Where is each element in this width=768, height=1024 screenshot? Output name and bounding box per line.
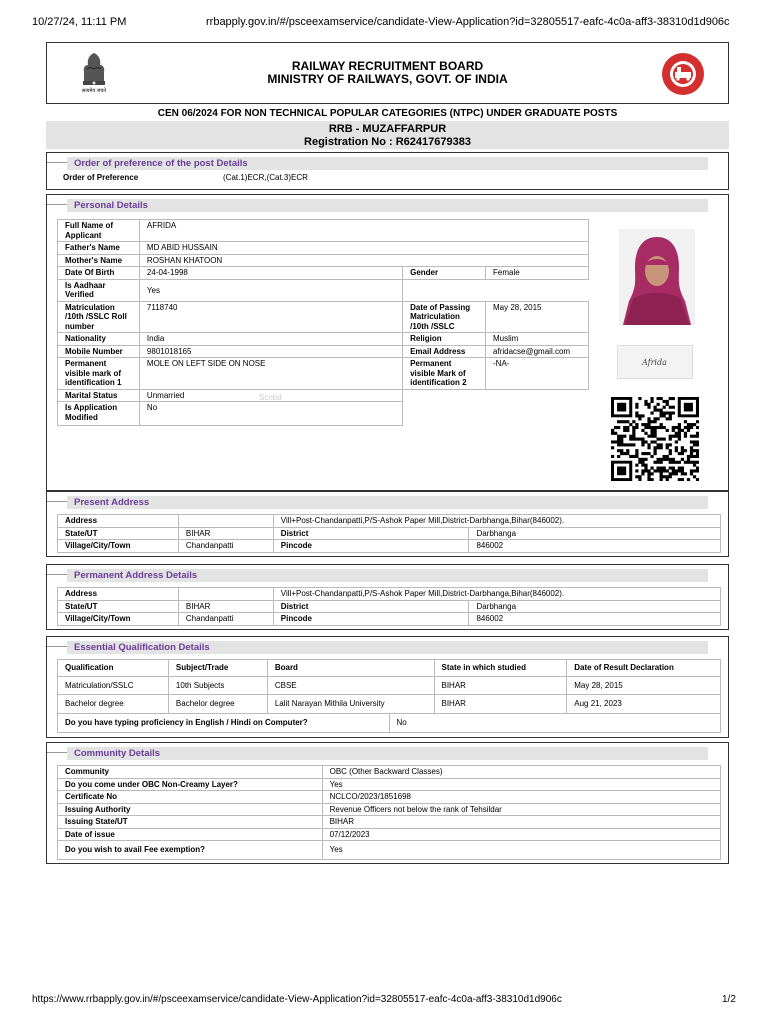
dob-value: 24-04-1998 bbox=[139, 267, 402, 280]
label: Issuing Authority bbox=[58, 803, 323, 816]
pincode-value: 846002 bbox=[469, 613, 721, 626]
permanent-address-section bbox=[46, 564, 729, 630]
table-row bbox=[58, 828, 721, 841]
spacer bbox=[486, 279, 589, 301]
label: Religion bbox=[403, 333, 486, 346]
label: Full Name of Applicant bbox=[58, 220, 140, 242]
value: OBC (Other Backward Classes) bbox=[322, 766, 720, 779]
label: State/UT bbox=[58, 600, 179, 613]
section-heading: Community Details bbox=[67, 747, 708, 760]
qualification-table bbox=[57, 659, 721, 714]
address-value: Vill+Post-Chandanpatti,P/S-Ashok Paper Mill,District-Darbhanga,Bihar(846002). bbox=[273, 588, 720, 601]
community-section bbox=[46, 742, 729, 864]
label: Marital Status bbox=[58, 389, 140, 402]
cell: BIHAR bbox=[434, 695, 567, 714]
column-header: Board bbox=[267, 660, 434, 677]
cell: 10th Subjects bbox=[168, 676, 267, 695]
label: Matriculation /10th /SSLC Roll number bbox=[58, 301, 140, 333]
label: Date of Passing Matriculation /10th /SSLC bbox=[403, 301, 486, 333]
label: Village/City/Town bbox=[58, 613, 179, 626]
label: District bbox=[273, 527, 469, 540]
table-row bbox=[58, 791, 721, 804]
cell: Bachelor degree bbox=[168, 695, 267, 714]
table-row bbox=[58, 766, 721, 779]
cell: BIHAR bbox=[434, 676, 567, 695]
label: Certificate No bbox=[58, 791, 323, 804]
nationality-value: India bbox=[139, 333, 402, 346]
value: Revenue Officers not below the rank of Tehsildar bbox=[322, 803, 720, 816]
print-footer-url: https://www.rrbapply.gov.in/#/psceexamservice/candidate-View-Application?id=32805517-eafc-4c0a-aff3-38310d1d906c bbox=[32, 994, 562, 1005]
pincode-value: 846002 bbox=[469, 540, 721, 553]
spacer bbox=[486, 402, 589, 426]
indian-railways-logo-icon bbox=[659, 51, 707, 97]
section-heading: Present Address bbox=[67, 496, 708, 509]
registration-number: Registration No : R62417679383 bbox=[304, 136, 471, 148]
religion-value: Muslim bbox=[486, 333, 589, 346]
label: Nationality bbox=[58, 333, 140, 346]
spacer bbox=[403, 389, 486, 402]
value: Yes bbox=[322, 778, 720, 791]
label: Date Of Birth bbox=[58, 267, 140, 280]
cell: Bachelor degree bbox=[58, 695, 169, 714]
label: Pincode bbox=[273, 613, 469, 626]
emblem-caption: सत्यमेव जयते bbox=[81, 88, 107, 94]
section-heading: Order of preference of the post Details bbox=[67, 157, 708, 170]
table-row bbox=[58, 778, 721, 791]
column-header: Date of Result Declaration bbox=[567, 660, 721, 677]
label: Issuing State/UT bbox=[58, 816, 323, 829]
label: Permanent visible mark of identification 1 bbox=[58, 358, 140, 390]
watermark: Scribd bbox=[259, 393, 282, 402]
mark1-value: MOLE ON LEFT SIDE ON NOSE bbox=[139, 358, 402, 390]
present-address-table bbox=[57, 514, 721, 553]
label: Pincode bbox=[273, 540, 469, 553]
state-value: BIHAR bbox=[178, 600, 273, 613]
address-value: Vill+Post-Chandanpatti,P/S-Ashok Paper Mill,District-Darbhanga,Bihar(846002). bbox=[273, 515, 720, 528]
spacer bbox=[178, 588, 273, 601]
label: Email Address bbox=[403, 345, 486, 358]
village-value: Chandanpatti bbox=[178, 613, 273, 626]
applicant-photo bbox=[619, 229, 695, 325]
section-heading: Permanent Address Details bbox=[67, 569, 708, 582]
table-header-row bbox=[58, 660, 721, 677]
personal-section bbox=[46, 194, 729, 491]
modified-value: No bbox=[139, 402, 402, 426]
typing-table bbox=[57, 713, 721, 733]
cell: CBSE bbox=[267, 676, 434, 695]
father-value: MD ABID HUSSAIN bbox=[139, 242, 588, 255]
column-header: Subject/Trade bbox=[168, 660, 267, 677]
table-row bbox=[58, 695, 721, 714]
spacer bbox=[403, 279, 486, 301]
permanent-address-table bbox=[57, 587, 721, 626]
label: Is Application Modified bbox=[58, 402, 140, 426]
column-header: Qualification bbox=[58, 660, 169, 677]
registration-band bbox=[46, 121, 729, 149]
cell: Matriculation/SSLC bbox=[58, 676, 169, 695]
print-url: rrbapply.gov.in/#/psceexamservice/candidate-View-Application?id=32805517-eafc-4c0a-aff3-38310d1d906c bbox=[206, 16, 730, 28]
personal-table bbox=[57, 219, 589, 426]
cell: Aug 21, 2023 bbox=[567, 695, 721, 714]
spacer bbox=[486, 389, 589, 402]
label: Village/City/Town bbox=[58, 540, 179, 553]
community-table bbox=[57, 765, 721, 860]
section-heading: Personal Details bbox=[67, 199, 708, 212]
label: District bbox=[273, 600, 469, 613]
section-heading: Essential Qualification Details bbox=[67, 641, 708, 654]
value: Yes bbox=[322, 841, 720, 860]
value: 07/12/2023 bbox=[322, 828, 720, 841]
present-address-section bbox=[46, 491, 729, 557]
qualification-section bbox=[46, 636, 729, 738]
marital-value: Unmarried bbox=[139, 389, 402, 402]
label: Mobile Number bbox=[58, 345, 140, 358]
email-value: afridacse@gmail.com bbox=[486, 345, 589, 358]
mother-value: ROSHAN KHATOON bbox=[139, 254, 588, 267]
label: Is Aadhaar Verified bbox=[58, 279, 140, 301]
label: Address bbox=[58, 515, 179, 528]
typing-value: No bbox=[389, 714, 720, 733]
label: Do you wish to avail Fee exemption? bbox=[58, 841, 323, 860]
district-value: Darbhanga bbox=[469, 527, 721, 540]
value: NCLCO/2023/1851698 bbox=[322, 791, 720, 804]
signature-text: Afrida bbox=[642, 358, 667, 367]
value: BIHAR bbox=[322, 816, 720, 829]
label: Community bbox=[58, 766, 323, 779]
label: Date of issue bbox=[58, 828, 323, 841]
matric-roll-value: 7118740 bbox=[139, 301, 402, 333]
table-row bbox=[58, 841, 721, 860]
mobile-value: 9801018165 bbox=[139, 345, 402, 358]
matric-date-value: May 28, 2015 bbox=[486, 301, 589, 333]
typing-label: Do you have typing proficiency in English / Hindi on Computer? bbox=[58, 714, 390, 733]
table-row bbox=[58, 676, 721, 695]
state-value: BIHAR bbox=[178, 527, 273, 540]
column-header: State in which studied bbox=[434, 660, 567, 677]
title-box bbox=[46, 42, 729, 104]
applicant-signature bbox=[617, 345, 693, 379]
aadhaar-value: Yes bbox=[139, 279, 402, 301]
label: Gender bbox=[403, 267, 486, 280]
mark2-value: -NA- bbox=[486, 358, 589, 390]
spacer bbox=[403, 402, 486, 426]
preference-section bbox=[46, 152, 729, 190]
spacer bbox=[178, 515, 273, 528]
label: Permanent visible Mark of identification 2 bbox=[403, 358, 486, 390]
cell: Lalit Narayan Mithila University bbox=[267, 695, 434, 714]
table-row bbox=[58, 803, 721, 816]
ministry-title: MINISTRY OF RAILWAYS, GOVT. OF INDIA bbox=[267, 72, 508, 86]
page-number: 1/2 bbox=[722, 994, 736, 1005]
table-row bbox=[58, 816, 721, 829]
label: State/UT bbox=[58, 527, 179, 540]
village-value: Chandanpatti bbox=[178, 540, 273, 553]
board-title: RAILWAY RECRUITMENT BOARD bbox=[291, 59, 484, 73]
label: Father's Name bbox=[58, 242, 140, 255]
full-name-value: AFRIDA bbox=[139, 220, 588, 242]
rrb-name: RRB - MUZAFFARPUR bbox=[328, 123, 447, 135]
label: Do you come under OBC Non-Creamy Layer? bbox=[58, 778, 323, 791]
cen-notice: CEN 06/2024 FOR NON TECHNICAL POPULAR CATEGORIES (NTPC) UNDER GRADUATE POSTS bbox=[157, 108, 618, 119]
district-value: Darbhanga bbox=[469, 600, 721, 613]
print-datetime: 10/27/24, 11:11 PM bbox=[32, 16, 127, 28]
label: Address bbox=[58, 588, 179, 601]
preference-label: Order of Preference bbox=[63, 173, 139, 182]
cell: May 28, 2015 bbox=[567, 676, 721, 695]
gender-value: Female bbox=[486, 267, 589, 280]
label: Mother's Name bbox=[58, 254, 140, 267]
qr-code-icon bbox=[611, 397, 699, 481]
preference-value: (Cat.1)ECR,(Cat.3)ECR bbox=[223, 173, 308, 182]
